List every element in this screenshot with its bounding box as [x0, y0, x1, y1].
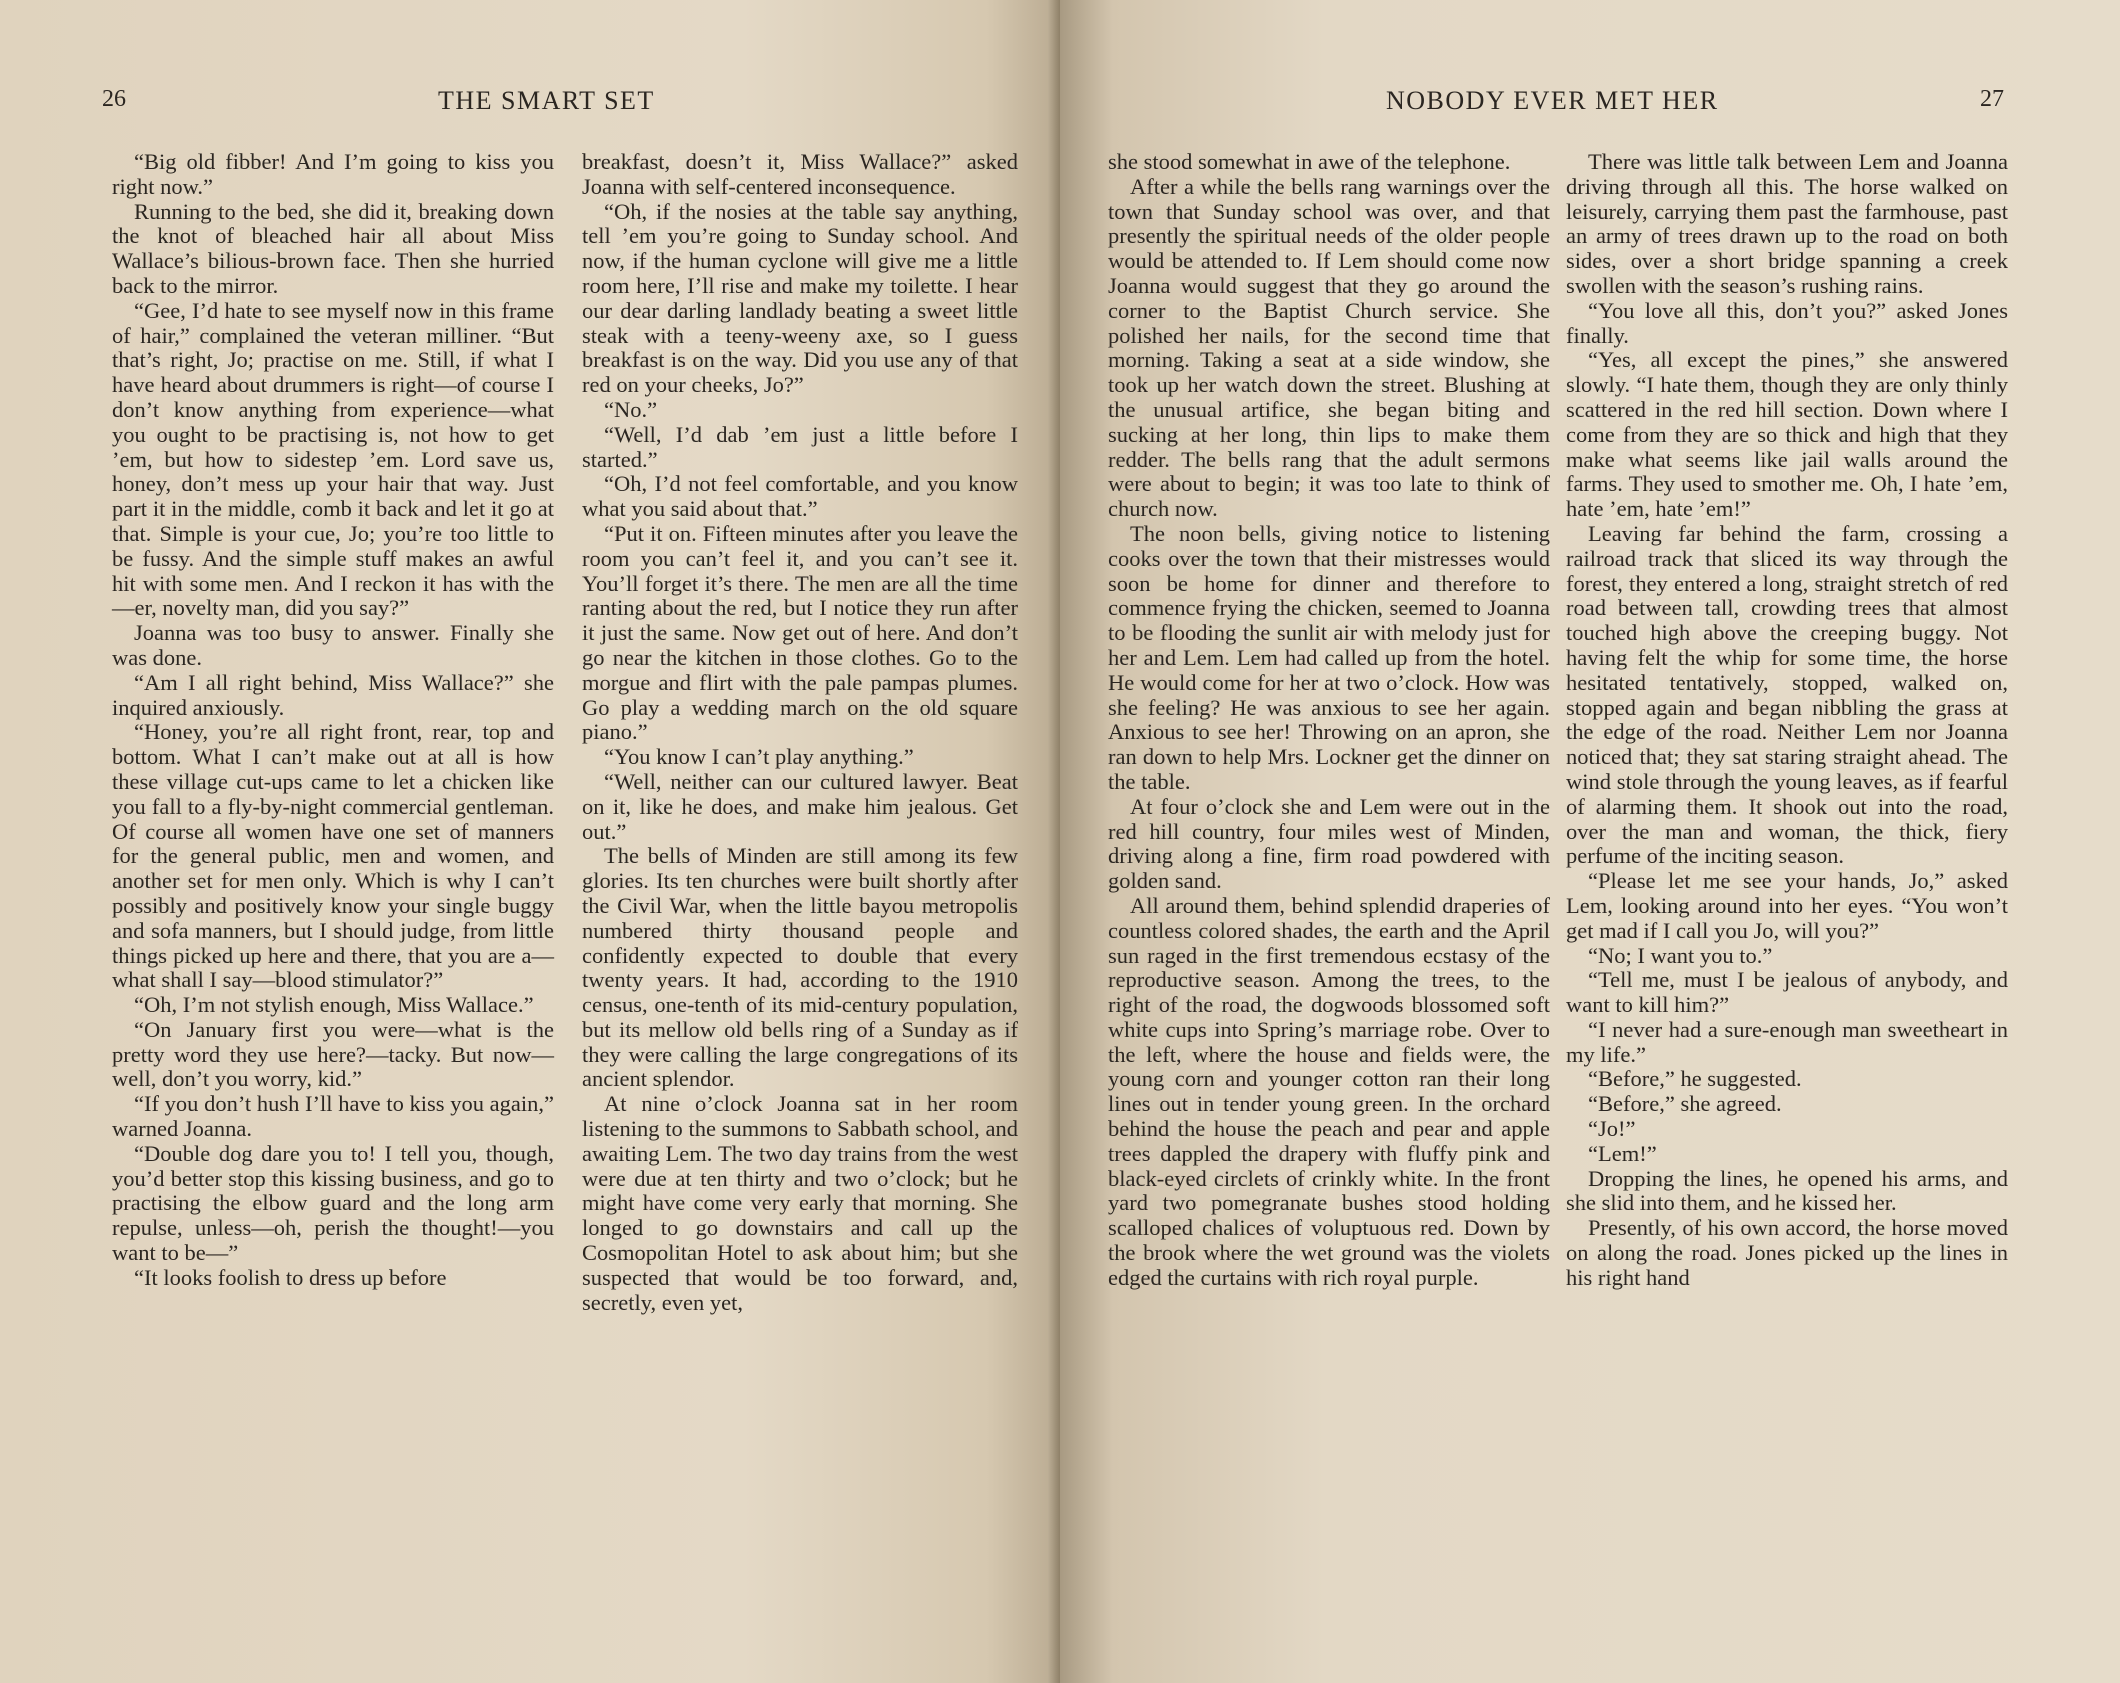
- text-column-left-1: [112, 150, 554, 1291]
- page-number-left: 26: [102, 86, 126, 112]
- running-head-right: NOBODY EVER MET HER: [1386, 86, 1719, 115]
- page-number-right: 27: [1980, 86, 2004, 112]
- paragraph: “Oh, I’m not stylish enough, Miss Wallace.”: [134, 992, 534, 1018]
- paragraph: “Well, I’d dab ’em just a little before I started.”: [582, 421, 1018, 472]
- paragraph: Presently, of his own accord, the horse moved on along the road. Jones picked up the lines in his right hand: [1566, 1215, 2008, 1290]
- text-column-right-1: [1108, 150, 1550, 1291]
- paragraph: “On January first you were—what is the pretty word they use here?—tacky. But now—well, don’t you worry, kid.”: [112, 1016, 554, 1092]
- paragraph: breakfast, doesn’t it, Miss Wallace?” asked Joanna with self-centered inconsequence.: [582, 149, 1018, 199]
- paragraph: “Gee, I’d hate to see myself now in this frame of hair,” complained the veteran milliner. “But that’s right, Jo; practise on me. Still, if what I have heard about drummers is right—of course I don’t know anything from experience—what you ought to be practising is, not how to get ’em, but how to sidestep ’em. Lord save us, honey, don’t mess up your hair that way. Just part it in the middle, comb it back and let it go at that. Simple is your cue, Jo; you’re too little to be fussy. And the simple stuff makes an awful hit with some men. And I reckon it has with the—er, novelty man, did you say?”: [112, 297, 554, 621]
- paragraph: “Before,” he suggested.: [1588, 1066, 1802, 1092]
- paragraph: “Jo!”: [1588, 1116, 1636, 1142]
- paragraph: “It looks foolish to dress up before: [134, 1264, 447, 1290]
- paragraph: Leaving far behind the farm, crossing a railroad track that sliced its way through the forest, they entered a long, straight stretch of red road between tall, crowding trees that almost touched high above the creeping buggy. Not having felt the whip for some time, the horse hesitated tentatively, stopped, walked on, stopped again and began nibbling the grass at the edge of the road. Neither Lem nor Joanna noticed that; they sat staring straight ahead. The wind stole through the young leaves, as if fearful of alarming them. It shook out into the road, over the man and woman, the thick, fiery perfume of the inciting season.: [1566, 520, 2008, 869]
- paragraph: “Oh, I’d not feel comfortable, and you know what you said about that.”: [582, 471, 1018, 522]
- paragraph: “Please let me see your hands, Jo,” asked Lem, looking around into her eyes. “You won’t get mad if I call you Jo, will you?”: [1566, 868, 2008, 943]
- text-column-left-2: [582, 150, 1018, 1315]
- paragraph: “Well, neither can our cultured lawyer. Beat on it, like he does, and make him jealous. Get out.”: [582, 768, 1018, 844]
- paragraph: “Before,” she agreed.: [1588, 1091, 1782, 1117]
- paragraph: “Oh, if the nosies at the table say anything, tell ’em you’re going to Sunday school. And now, if the human cyclone will give me a little room here, I’ll rise and make my toilette. I hear our dear darling landlady beating a sweet little steak with a teeny-weeny axe, so I guess breakfast is on the way. Did you use any of that red on your cheeks, Jo?”: [582, 198, 1018, 398]
- paragraph: Joanna was too busy to answer. Finally she was done.: [112, 620, 554, 670]
- paragraph: “Put it on. Fifteen minutes after you leave the room you can’t feel it, and you can’t see it. You’ll forget it’s there. The men are all the time ranting about the red, but I notice they run after it just the same. Now get out of here. And don’t go near the kitchen in those clothes. Go to the morgue and flirt with the pale pampas plumes. Go play a wedding march on the old square piano.”: [582, 520, 1018, 745]
- paragraph: After a while the bells rang warnings over the town that Sunday school was over, and that presently the spiritual needs of the older people would be attended to. If Lem should come now Joanna would suggest that they go around the corner to the Baptist Church service. She polished her nails, for the second time that morning. Taking a seat at a side window, she took up her watch down the street. Blushing at the unusual artifice, she began biting and sucking at her long, thin lips to make them redder. The bells rang that the adult sermons were about to begin; it was too late to think of church now.: [1108, 173, 1550, 522]
- paragraph: “No.”: [604, 396, 658, 422]
- paragraph: “You love all this, don’t you?” asked Jones finally.: [1566, 297, 2008, 348]
- paragraph: There was little talk between Lem and Joanna driving through all this. The horse walked on leisurely, carrying them past the farmhouse, past an army of trees drawn up to the road on both sides, over a short bridge spanning a creek swollen with the season’s rushing rains.: [1566, 149, 2008, 298]
- paragraph: “Tell me, must I be jealous of anybody, and want to kill him?”: [1566, 967, 2008, 1018]
- paragraph: Dropping the lines, he opened his arms, and she slid into them, and he kissed her.: [1566, 1165, 2008, 1216]
- paragraph: The noon bells, giving notice to listening cooks over the town that their mistresses would soon be home for dinner and therefore to commence frying the chicken, seemed to Joanna to be flooding the sunlit air with melody just for her and Lem. Lem had called up from the hotel. He would come for her at two o’clock. How was she feeling? He was anxious to see her again. Anxious to see her! Throwing on an apron, she ran down to help Mrs. Lockner get the dinner on the table.: [1108, 520, 1550, 794]
- paragraph: “Am I all right behind, Miss Wallace?” she inquired anxiously.: [112, 669, 554, 720]
- paragraph: “If you don’t hush I’ll have to kiss you again,” warned Joanna.: [112, 1091, 554, 1142]
- paragraph: “No; I want you to.”: [1588, 942, 1773, 968]
- paragraph: The bells of Minden are still among its few glories. Its ten churches were built shortly after the Civil War, when the little bayou metropolis numbered thirty thousand people and confidently expected to double that every twenty years. It had, according to the 1910 census, one-tenth of its mid-century population, but its mellow old bells ring of a Sunday as if they were calling the large congregations of its ancient splendor.: [582, 843, 1018, 1092]
- paragraph: “I never had a sure-enough man sweetheart in my life.”: [1566, 1016, 2008, 1067]
- paragraph: “Honey, you’re all right front, rear, top and bottom. What I can’t make out at all is how these village cut-ups came to let a chicken like you fall to a fly-by-night commercial gentleman. Of course all women have one set of manners for the general public, men and women, and another set for men only. Which is why I can’t possibly and positively know your single buggy and sofa manners, but I should judge, from little things picked up here and there, that you are a—what shall I say—blood stimulator?”: [112, 719, 554, 993]
- paragraph: “Big old fibber! And I’m going to kiss you right now.”: [112, 149, 554, 199]
- paragraph: At nine o’clock Joanna sat in her room listening to the summons to Sabbath school, and awaiting Lem. The two day trains from the west were due at ten thirty and two o’clock; but he might have come very early that morning. She longed to go downstairs and call up the Cosmopolitan Hotel to ask about him; but she suspected that would be too forward, and, secretly, even yet,: [582, 1091, 1018, 1315]
- paragraph: At four o’clock she and Lem were out in the red hill country, four miles west of Minden, driving along a fine, firm road powdered with golden sand.: [1108, 793, 1550, 894]
- paragraph: “You know I can’t play anything.”: [604, 744, 914, 770]
- running-head-left: THE SMART SET: [438, 86, 655, 115]
- paragraph: “Double dog dare you to! I tell you, though, you’d better stop this kissing business, and go to practising the elbow guard and the long arm repulse, unless—oh, perish the thought!—you want to be—”: [112, 1140, 554, 1266]
- paragraph: “Lem!”: [1588, 1140, 1657, 1166]
- paragraph: All around them, behind splendid draperies of countless colored shades, the earth and the April sun raged in the first tremendous ecstasy of the reproductive season. Among the trees, to the right of the road, the dogwoods blossomed soft white cups into Spring’s marriage robe. Over to the left, where the house and fields were, the young corn and younger cotton ran their long lines out in tender young green. In the orchard behind the house the peach and pear and apple trees dappled the drapery with fluffy pink and black-eyed circlets of crinkly white. In the front yard two pomegranate bushes stood holding scalloped chalices of voluptuous red. Down by the brook where the wet ground was the violets edged the curtains with rich royal purple.: [1108, 892, 1550, 1290]
- paragraph: Running to the bed, she did it, breaking down the knot of bleached hair all about Miss Wallace’s bilious-brown face. Then she hurried back to the mirror.: [112, 198, 554, 298]
- text-column-right-2: [1566, 150, 2008, 1291]
- right-page: [1060, 0, 2120, 1683]
- paragraph: she stood somewhat in awe of the telephone.: [1108, 149, 1511, 174]
- paragraph: “Yes, all except the pines,” she answered slowly. “I hate them, though they are only thinly scattered in the red hill section. Down where I come from they are so thick and high that they make what seems like jail walls around the farms. They used to smother me. Oh, I hate ’em, hate ’em, hate ’em!”: [1566, 347, 2008, 522]
